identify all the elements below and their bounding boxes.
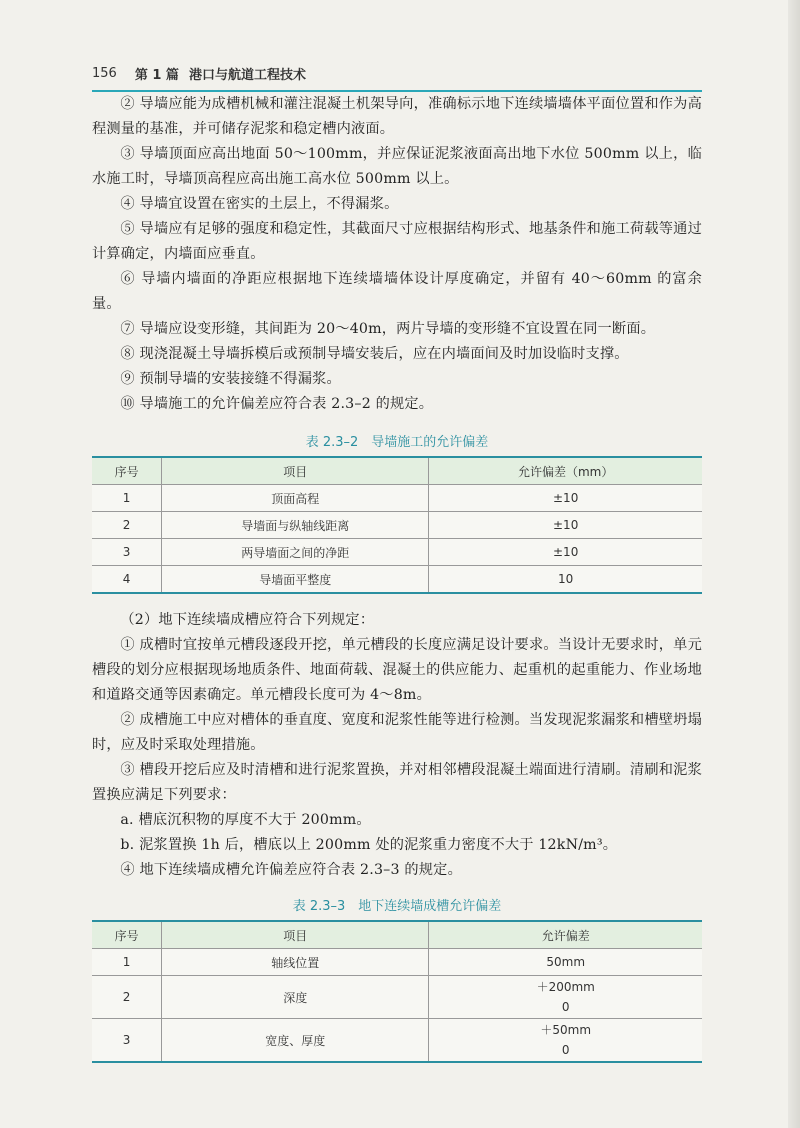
table-row [92, 976, 702, 1019]
paragraph: ④ 导墙宜设置在密实的土层上，不得漏浆。 [120, 196, 399, 212]
table-cell: 1 [92, 485, 162, 512]
table-cell: 1 [92, 949, 162, 976]
column-header: 允许偏差 [429, 921, 702, 949]
running-header [92, 56, 702, 92]
page-edge [788, 0, 800, 1128]
table-cell: 轴线位置 [162, 949, 429, 976]
tolerance-lower: 0 [561, 1000, 570, 1014]
paragraph: ⑤ 导墙应有足够的强度和稳定性，其截面尺寸应根据结构形式、地基条件和施工荷载等通过计算确定，内墙面应垂直。 [92, 221, 702, 262]
column-header: 序号 [92, 921, 162, 949]
tolerance-lower: 0 [561, 1043, 570, 1057]
tolerance-table-trench [92, 920, 702, 1063]
section-heading: （2）地下连续墙成槽应符合下列规定： [120, 612, 375, 628]
tolerance-upper: ＋200mm [536, 980, 595, 994]
table-row [92, 485, 702, 512]
table-cell [429, 1019, 702, 1063]
table-cell: 50mm [429, 949, 702, 976]
paragraph: ⑨ 预制导墙的安装接缝不得漏浆。 [120, 371, 341, 387]
table-cell: 4 [92, 566, 162, 594]
page-number: 156 [92, 65, 117, 81]
column-header: 项目 [162, 457, 429, 485]
table-caption: 表 2.3–3 地下连续墙成槽允许偏差 [292, 899, 502, 914]
tolerance-table-guide-wall [92, 456, 702, 594]
table-row [92, 539, 702, 566]
tolerance-upper: ＋50mm [540, 1023, 592, 1037]
paragraph: ⑦ 导墙应设变形缝，其间距为 20～40m，两片导墙的变形缝不宜设置在同一断面。 [120, 321, 656, 337]
paragraph: ② 导墙应能为成槽机械和灌注混凝土机架导向，准确标示地下连续墙墙体平面位置和作为高程测量的基准，并可储存泥浆和稳定槽内液面。 [92, 96, 702, 137]
table-cell: ±10 [429, 539, 702, 566]
paragraph: ④ 地下连续墙成槽允许偏差应符合表 2.3–3 的规定。 [120, 862, 462, 878]
list-item: a. 槽底沉积物的厚度不大于 200mm。 [120, 812, 371, 828]
column-header: 允许偏差（mm） [429, 457, 702, 485]
table-row [92, 1019, 702, 1063]
paragraph: ③ 槽段开挖后应及时清槽和进行泥浆置换，并对相邻槽段混凝土端面进行清刷。清刷和泥浆置换应满足下列要求： [92, 762, 702, 803]
table-cell: 顶面高程 [162, 485, 429, 512]
list-item: b. 泥浆置换 1h 后，槽底以上 200mm 处的泥浆重力密度不大于 12kN/m³。 [120, 837, 618, 853]
part-label: 第 1 篇 [134, 67, 179, 83]
paragraph: ② 成槽施工中应对槽体的垂直度、宽度和泥浆性能等进行检测。当发现泥浆漏浆和槽壁坍塌时，应及时采取处理措施。 [92, 712, 702, 753]
table-header-row [92, 921, 702, 949]
table-cell [429, 976, 702, 1019]
paragraph: ⑩ 导墙施工的允许偏差应符合表 2.3–2 的规定。 [120, 396, 434, 412]
table-row [92, 949, 702, 976]
table-cell: 2 [92, 976, 162, 1019]
paragraph: ③ 导墙顶面应高出地面 50～100mm，并应保证泥浆液面高出地下水位 500mm 以上，临水施工时，导墙顶高程应高出施工高水位 500mm 以上。 [92, 146, 702, 187]
table-cell: ±10 [429, 512, 702, 539]
paragraph: ⑧ 现浇混凝土导墙拆模后或预制导墙安装后，应在内墙面间及时加设临时支撑。 [120, 346, 629, 362]
paragraph: ⑥ 导墙内墙面的净距应根据地下连续墙墙体设计厚度确定，并留有 40～60mm 的富余量。 [92, 271, 702, 312]
table-row [92, 512, 702, 539]
table-cell: 导墙面与纵轴线距离 [162, 512, 429, 539]
column-header: 项目 [162, 921, 429, 949]
page-body [92, 92, 702, 1063]
table-cell: 3 [92, 1019, 162, 1063]
part-title: 港口与航道工程技术 [188, 67, 306, 83]
column-header: 序号 [92, 457, 162, 485]
table-caption: 表 2.3–2 导墙施工的允许偏差 [305, 435, 489, 450]
table-cell: 深度 [162, 976, 429, 1019]
table-cell: 宽度、厚度 [162, 1019, 429, 1063]
table-cell: 2 [92, 512, 162, 539]
table-cell: ±10 [429, 485, 702, 512]
paragraph: ① 成槽时宜按单元槽段逐段开挖，单元槽段的长度应满足设计要求。当设计无要求时，单元槽段的划分应根据现场地质条件、地面荷载、混凝土的供应能力、起重机的起重能力、作业场地和道路交通等因素确定。单元槽段长度可为 4～8m。 [92, 637, 702, 703]
table-cell: 3 [92, 539, 162, 566]
table-cell: 10 [429, 566, 702, 594]
table-row [92, 566, 702, 594]
table-header-row [92, 457, 702, 485]
table-cell: 两导墙面之间的净距 [162, 539, 429, 566]
table-cell: 导墙面平整度 [162, 566, 429, 594]
